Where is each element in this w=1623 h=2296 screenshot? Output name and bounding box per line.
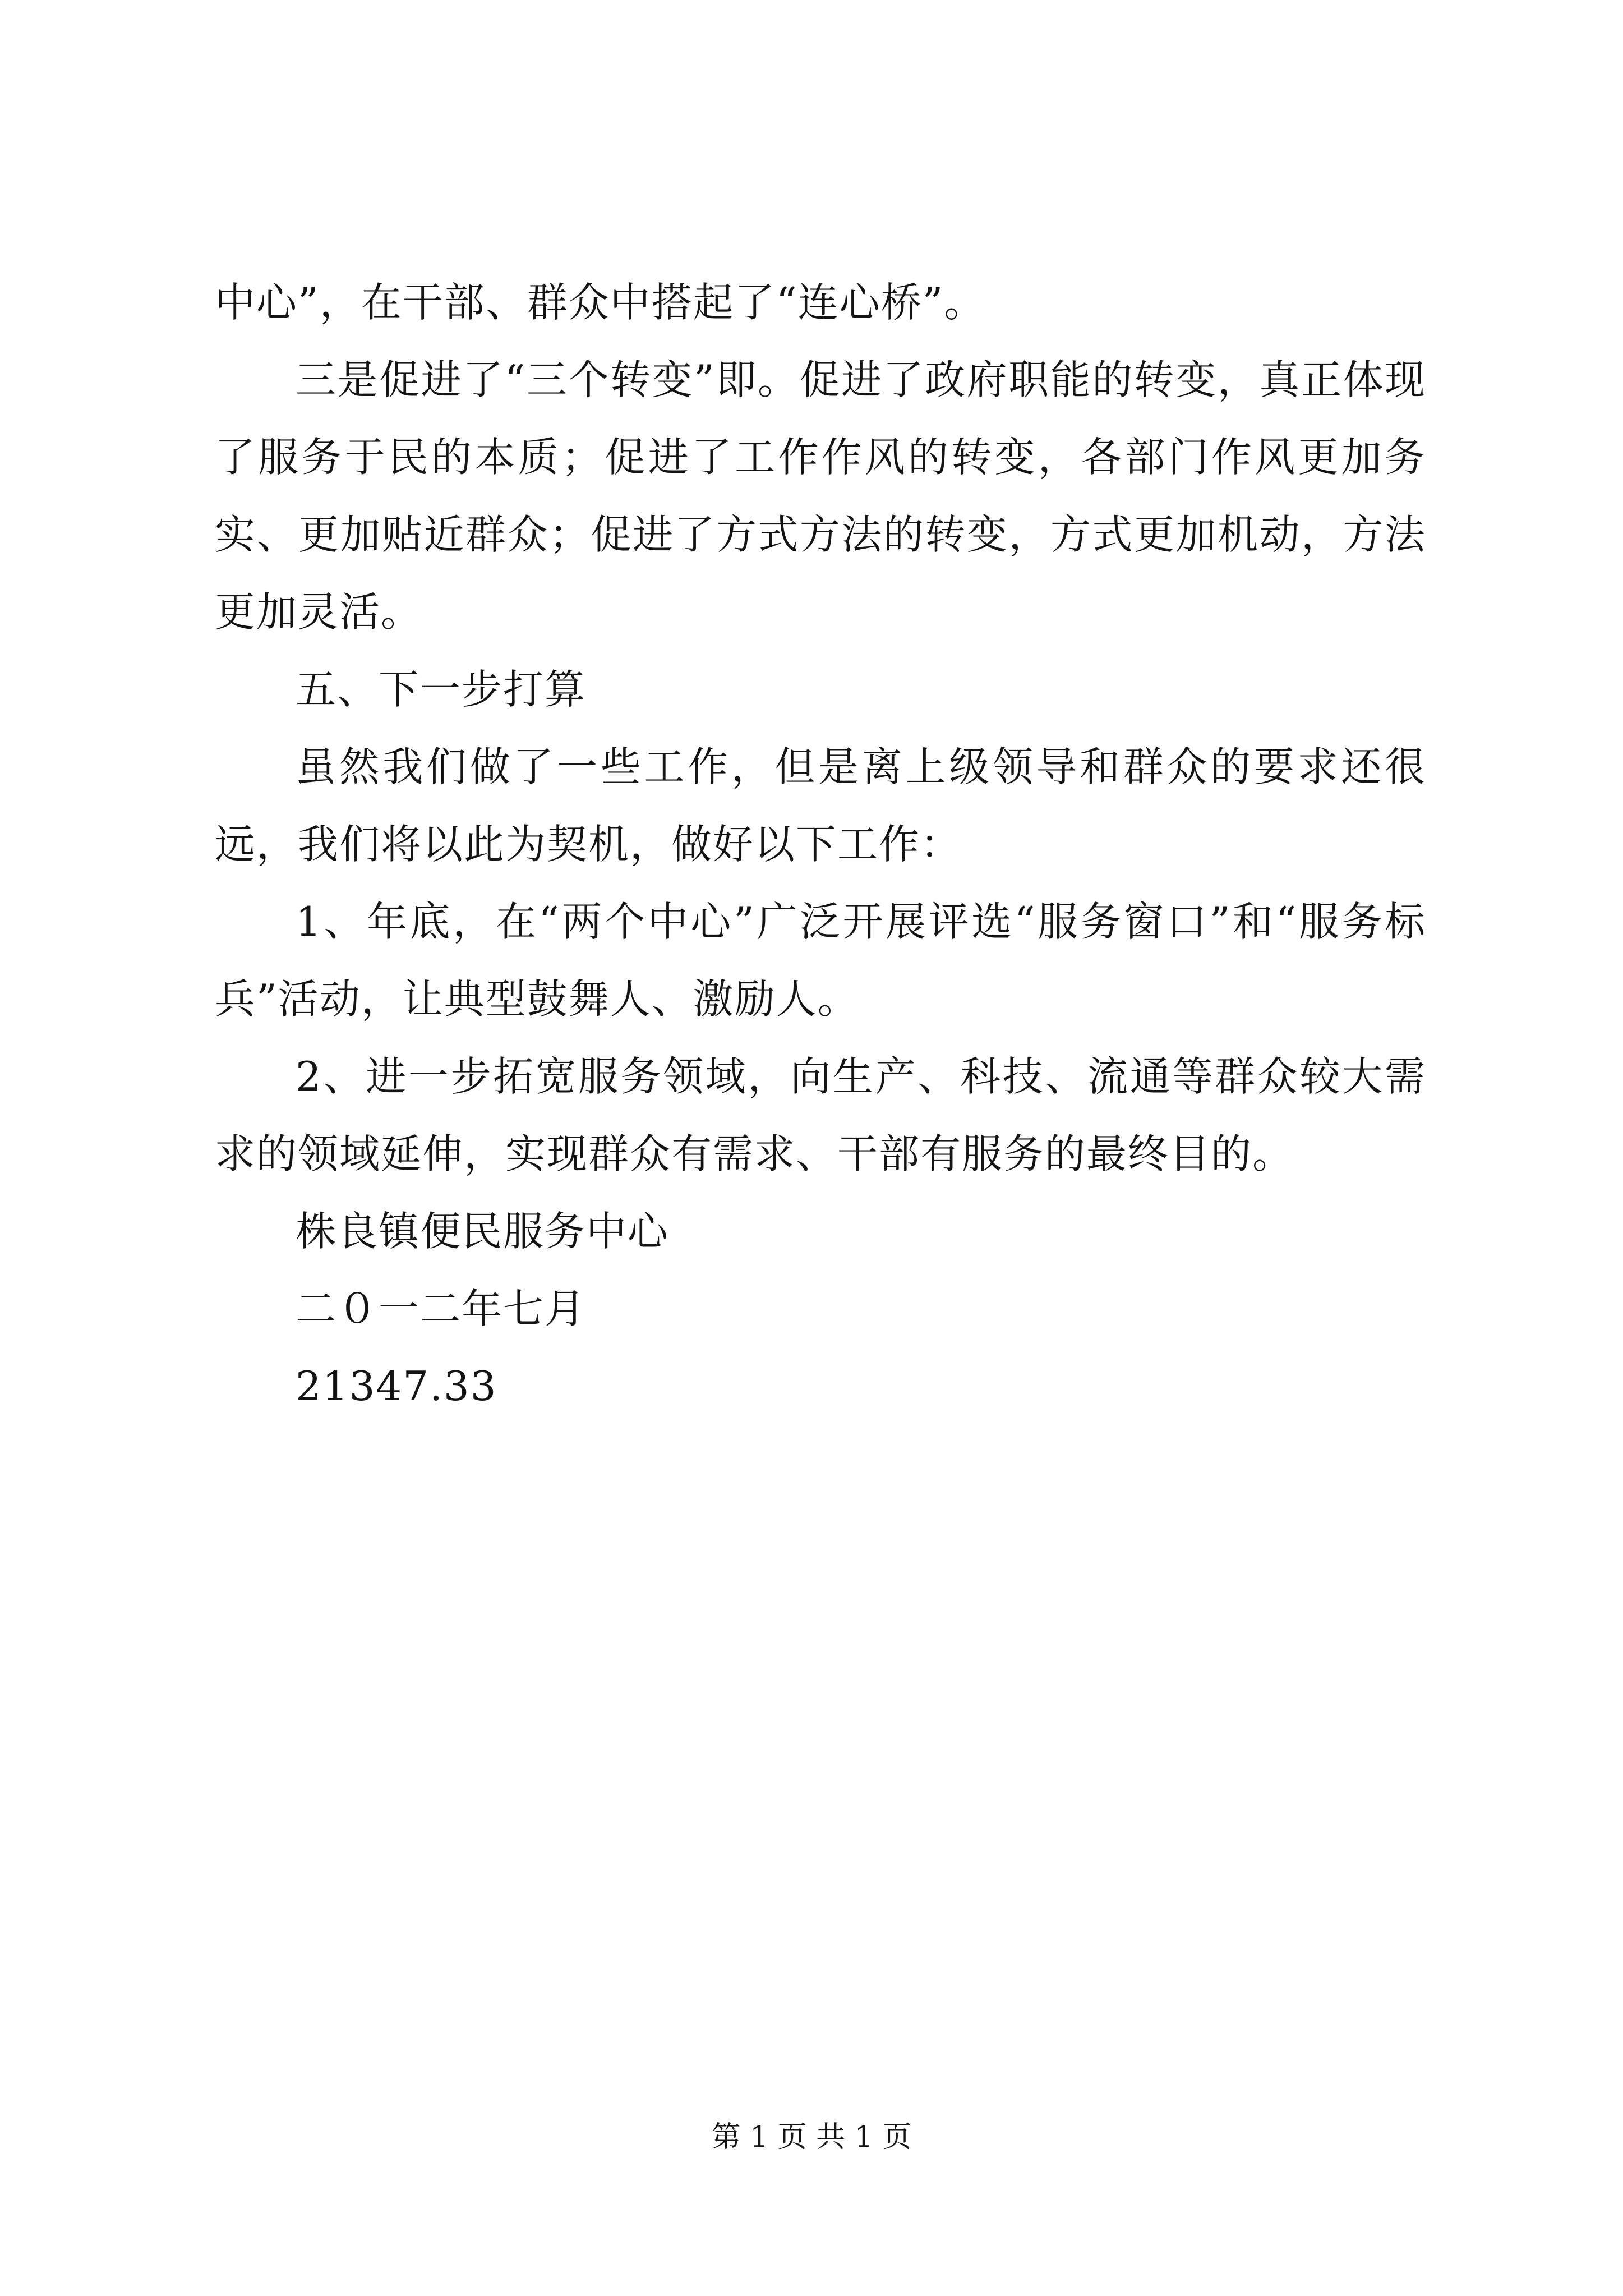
signature-date: 二０一二年七月 [296, 1285, 587, 1332]
list-item-1: 1、年底，在“两个中心”广泛开展评选“服务窗口”和“服务标兵”活动，让典型鼓舞人、激励人。 [215, 898, 1426, 1023]
page-footer: 第 1 页 共 1 页 [711, 2120, 912, 2154]
trailing-number: 21347.33 [296, 1363, 497, 1410]
signature-organization: 株良镇便民服务中心 [296, 1208, 670, 1255]
list-item-2: 2、进一步拓宽服务领域，向生产、科技、流通等群众较大需求的领域延伸，实现群众有需求、干部有服务的最终目的。 [215, 1053, 1426, 1177]
section-heading-next-steps: 五、下一步打算 [296, 666, 587, 713]
document-body [215, 264, 1426, 1425]
paragraph-intro-next-steps: 虽然我们做了一些工作，但是离上级领导和群众的要求还很远，我们将以此为契机，做好以下工作： [215, 743, 1426, 868]
paragraph-continuation: 中心”，在干部、群众中搭起了“连心桥”。 [215, 279, 986, 326]
paragraph-three-changes: 三是促进了“三个转变”即。促进了政府职能的转变，真正体现了服务于民的本质；促进了工作作风的转变，各部门作风更加务实、更加贴近群众；促进了方式方法的转变，方式更加机动，方法更加灵活。 [215, 356, 1426, 636]
